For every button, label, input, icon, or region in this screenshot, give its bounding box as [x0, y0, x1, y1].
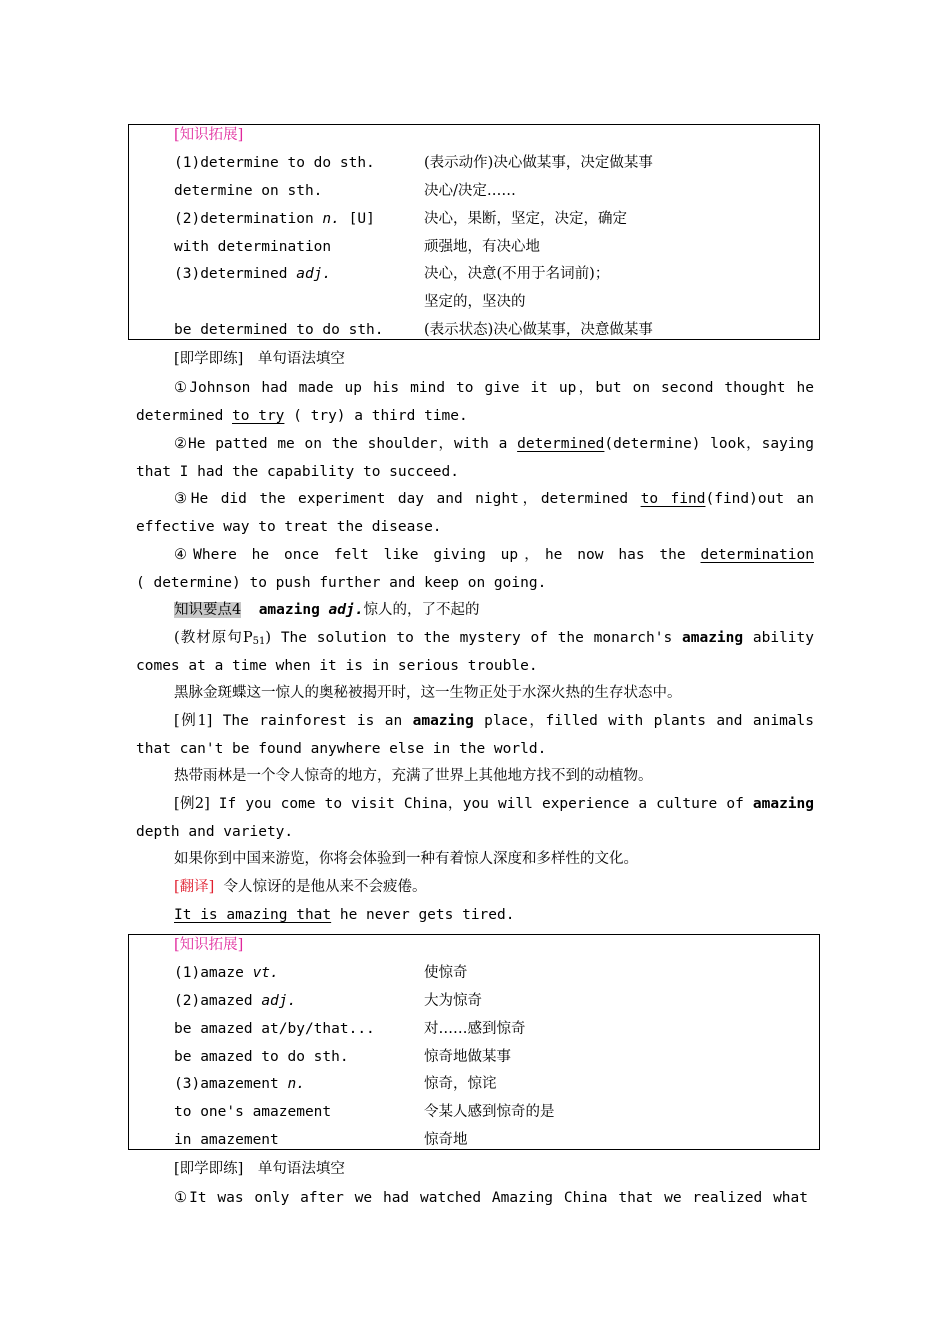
- example1-line2: that can't be found anywhere else in the world.: [136, 741, 547, 757]
- word: (3)amazement: [174, 1076, 288, 1092]
- box2-heading: [知识拓展]: [174, 937, 244, 953]
- box1-row-7-zh: (表示状态)决心做某事，决意做某事: [424, 322, 653, 338]
- answer: determined: [517, 436, 605, 452]
- text: The rainforest is an: [212, 713, 413, 729]
- page-number: 51: [252, 636, 266, 647]
- word-meaning: 惊人的，了不起的: [363, 602, 480, 618]
- word: (1)amaze: [174, 965, 253, 981]
- box1-row-1-en: (1)determine to do sth.: [174, 155, 375, 171]
- box2-row-5-en: [174, 1074, 305, 1094]
- answer: It is amazing that: [174, 907, 332, 923]
- box1-row-7-en: be determined to do sth.: [174, 322, 384, 338]
- box1-row-3-zh: 决心，果断，坚定，决定，确定: [424, 211, 627, 227]
- key-word: amazing: [752, 796, 814, 812]
- box2-row-3-zh: 对……感到惊奇: [424, 1021, 526, 1037]
- text: ( try) a third time.: [284, 408, 468, 424]
- part-of-speech: adj.: [296, 266, 332, 282]
- source-suffix: ): [265, 630, 272, 646]
- text: ④Where he once felt like giving up，he now has the: [174, 547, 701, 563]
- practice1-q1-line1: ①Johnson had made up his mind to give it up，but on second thought he: [174, 380, 814, 396]
- key-word: amazing: [682, 630, 744, 646]
- point4-header: [174, 600, 479, 620]
- word: (3)determined: [174, 266, 297, 282]
- point4-source-line1: [174, 628, 814, 652]
- practice1-q4-line2: ( determine) to push further and keep on going.: [136, 575, 547, 591]
- corner-mark: [128, 145, 129, 151]
- part-of-speech: vt.: [252, 965, 279, 981]
- box2-row-1-en: [174, 963, 279, 983]
- text: (determine) look，saying: [604, 436, 814, 452]
- box1-row-3-en: [174, 209, 375, 229]
- example2-line1: [174, 794, 814, 814]
- point-label: 知识要点4: [174, 602, 242, 618]
- part-of-speech: n.: [287, 1076, 305, 1092]
- part-of-speech: adj.: [261, 993, 297, 1009]
- box2-row-4-en: be amazed to do sth.: [174, 1049, 349, 1065]
- box2-row-4-zh: 惊奇地做某事: [424, 1049, 511, 1065]
- example-label: [例1]: [174, 713, 213, 729]
- source-label: [174, 630, 271, 646]
- text: he never gets tired.: [331, 907, 515, 923]
- key-word: amazing: [412, 713, 474, 729]
- box1-row-2-zh: 决心/决定……: [424, 183, 516, 199]
- practice1-q3-line2: effective way to treat the disease.: [136, 519, 442, 535]
- example1-translation: 热带雨林是一个令人惊奇的地方，充满了世界上其他地方找不到的动植物。: [174, 768, 653, 784]
- box2-row-2-zh: 大为惊奇: [424, 993, 482, 1009]
- practice1-q3-line1: [174, 489, 814, 509]
- practice1-q1-line2: [136, 406, 468, 426]
- box2-row-6-en: to one's amazement: [174, 1104, 332, 1120]
- box1-row-4-zh: 顽强地，有决心地: [424, 239, 540, 255]
- corner-mark: [128, 955, 129, 961]
- usage-note: [U]: [339, 211, 375, 227]
- example2-translation: 如果你到中国来游览，你将会体验到一种有着惊人深度和多样性的文化。: [174, 851, 638, 867]
- point4-source-line2: comes at a time when it is in serious trouble.: [136, 658, 538, 674]
- box1-row-4-en: with determination: [174, 239, 332, 255]
- practice2-title: [即学即练] 单句语法填空: [174, 1161, 345, 1177]
- box1-row-2-en: determine on sth.: [174, 183, 323, 199]
- box2-row-7-zh: 惊奇地: [424, 1132, 468, 1148]
- translation-answer: [174, 905, 514, 925]
- text: place，filled with plants and animals: [473, 713, 814, 729]
- word: (2)amazed: [174, 993, 262, 1009]
- text: (find)out an: [705, 491, 814, 507]
- box1-row-5-zh: 决心，决意(不用于名词前)；: [424, 266, 610, 282]
- box2-row-1-zh: 使惊奇: [424, 965, 468, 981]
- text: determined: [136, 408, 233, 424]
- point4-source-translation: 黑脉金斑蝶这一惊人的奥秘被揭开时，这一生物正处于水深火热的生存状态中。: [174, 685, 682, 701]
- box2-row-3-en: be amazed at/by/that...: [174, 1021, 375, 1037]
- practice1-q4-line1: [174, 545, 814, 565]
- box1-row-5-en: [174, 264, 331, 284]
- text: The solution to the mystery of the monarch's: [271, 630, 682, 646]
- example-label: [例2]: [174, 796, 210, 812]
- answer: determination: [700, 547, 814, 563]
- translation-prompt: 令人惊讶的是他从来不会疲倦。: [223, 879, 427, 895]
- text: ②He patted me on the shoulder，with a: [174, 436, 518, 452]
- practice1-title: [即学即练] 单句语法填空: [174, 351, 345, 367]
- box2-row-2-en: [174, 991, 296, 1011]
- text: ability: [743, 630, 814, 646]
- corner-mark: [819, 955, 820, 961]
- translation-label: [翻译]: [174, 879, 215, 895]
- box2-row-6-zh: 令某人感到惊奇的是: [424, 1104, 555, 1120]
- word: (2)determination: [174, 211, 323, 227]
- example2-line2: depth and variety.: [136, 824, 294, 840]
- practice1-q2-line2: that I had the capability to succeed.: [136, 464, 460, 480]
- text: If you come to visit China，you will experience a culture of: [209, 796, 753, 812]
- source-prefix: (教材原句P: [174, 630, 253, 646]
- corner-mark: [819, 145, 820, 151]
- part-of-speech: adj.: [328, 602, 364, 618]
- box1-heading: [知识拓展]: [174, 127, 244, 143]
- part-of-speech: n.: [322, 211, 340, 227]
- box2-row-7-en: in amazement: [174, 1132, 279, 1148]
- answer: to find: [640, 491, 706, 507]
- text: ③He did the experiment day and night，determined: [174, 491, 641, 507]
- practice1-q2-line1: [174, 434, 814, 454]
- example1-line1: [174, 711, 814, 731]
- box2-row-5-zh: 惊奇，惊诧: [424, 1076, 497, 1092]
- answer: to try: [232, 408, 285, 424]
- box1-row-1-zh: (表示动作)决心做某事，决定做某事: [424, 155, 653, 171]
- box1-row-6-zh: 坚定的，坚决的: [424, 294, 526, 310]
- practice2-q1-line1: ①It was only after we had watched Amazing China that we realized what: [174, 1190, 808, 1206]
- translation-task: [174, 877, 427, 897]
- key-word: amazing: [258, 602, 320, 618]
